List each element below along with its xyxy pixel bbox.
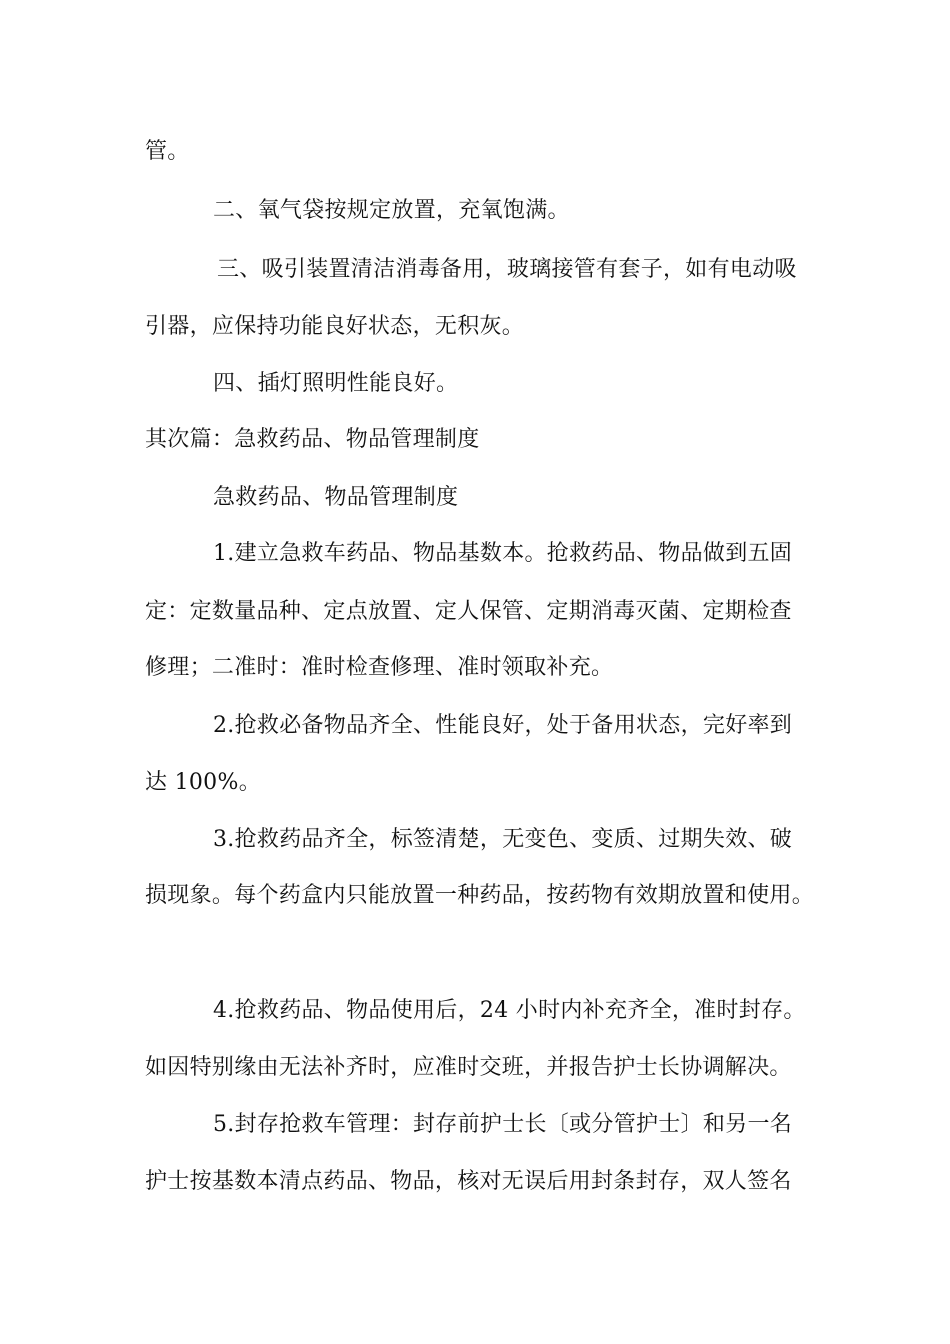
subsection-title: 急救药品、物品管理制度: [213, 485, 459, 510]
text-line: 4.抢救药品、物品使用后，24 小时内补充齐全，准时封存。: [213, 998, 806, 1023]
text-line: 定：定数量品种、定点放置、定人保管、定期消毒灭菌、定期检查: [145, 599, 792, 624]
text-line: 三、吸引装置清洁消毒备用，玻璃接管有套子，如有电动吸: [217, 257, 797, 282]
text-line: 损现象。每个药盒内只能放置一种药品，按药物有效期放置和使用。: [145, 883, 815, 908]
text-line: 2.抢救必备物品齐全、性能良好，处于备用状态，完好率到: [213, 713, 793, 738]
text-line: 四、插灯照明性能良好。: [213, 371, 459, 396]
text-line: 修理；二准时：准时检查修理、准时领取补充。: [145, 655, 614, 680]
text-line: 引器，应保持功能良好状态，无积灰。: [145, 314, 525, 339]
text-line: 二、氧气袋按规定放置，充氧饱满。: [213, 198, 570, 223]
section-heading: 其次篇：急救药品、物品管理制度: [145, 427, 480, 452]
text-line: 管。: [145, 139, 190, 164]
text-line: 3.抢救药品齐全，标签清楚，无变色、变质、过期失效、破: [213, 827, 793, 852]
text-line: 护士按基数本清点药品、物品，核对无误后用封条封存，双人签名: [145, 1169, 792, 1194]
text-line: 5.封存抢救车管理：封存前护士长〔或分管护士〕和另一名: [213, 1112, 793, 1137]
text-line: 1.建立急救车药品、物品基数本。抢救药品、物品做到五固: [213, 541, 793, 566]
text-line: 如因特别缘由无法补齐时，应准时交班，并报告护士长协调解决。: [145, 1055, 792, 1080]
text-line: 达 100%。: [145, 770, 261, 795]
